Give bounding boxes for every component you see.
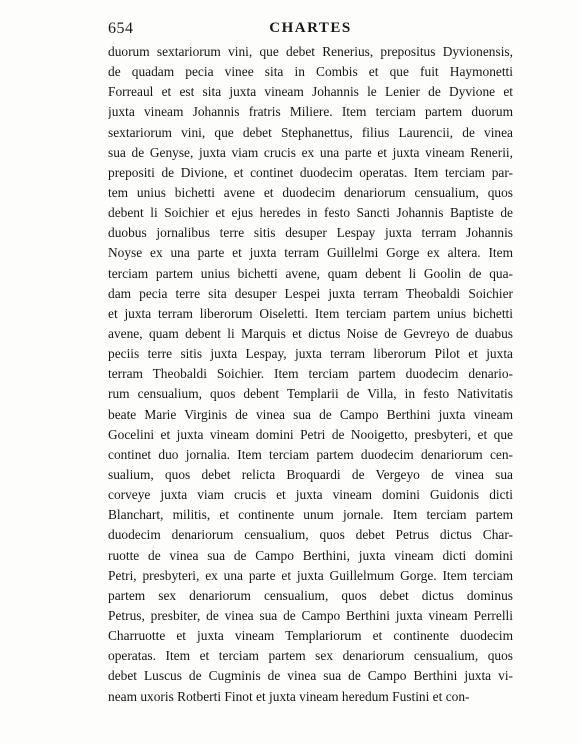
text-line: peciis terre sitis juxta Lespay, juxta terram liberorum Pilot et juxta [108, 346, 513, 362]
text-line: beate Marie Virginis de vinea sua de Campo Berthini juxta vineam [108, 406, 513, 422]
text-line: sua de Genyse, juxta viam crucis ex una parte et juxta vineam Renerii, [108, 144, 513, 160]
text-line: terram Theobaldi Soichier. Item terciam partem duodecim denario- [108, 366, 513, 382]
text-line: juxta vineam Johannis fratris Miliere. Item terciam partem duorum [108, 104, 513, 120]
text-line: partem sex denariorum censualium, quos debet dictus dominus [108, 587, 513, 603]
text-line: Charruotte et juxta vineam Templariorum et continente duodecim [108, 628, 513, 644]
body-text [108, 42, 513, 707]
text-line: duobus jornalibus terre sitis desuper Lespay juxta terram Johannis [108, 225, 513, 241]
running-title: CHARTES [269, 20, 352, 36]
page-header [108, 20, 513, 40]
text-line: dam pecia terre sita desuper Lespei juxta terram Theobaldi Soichier [108, 285, 513, 301]
text-line: et juxta terram liberorum Oiseletti. Item terciam partem unius bichetti [108, 305, 513, 321]
text-line: sextariorum vini, que debet Stephanettus, filius Laurencii, de vinea [108, 124, 513, 140]
text-line: Petrus, presbiter, de vinea sua de Campo Berthini juxta vineam Perrelli [108, 607, 513, 623]
text-line: debet Luscus de Cugminis de vinea sua de Campo Berthini juxta vi- [108, 668, 513, 684]
text-line: continet duo jornalia. Item terciam partem duodecim denariorum cen- [108, 446, 513, 462]
text-line: ruotte de vinea sua de Campo Berthini, juxta vineam dicti domini [108, 547, 513, 563]
text-line: de quadam pecia vinee sita in Combis et que fuit Haymonetti [108, 64, 513, 80]
text-line: Forreaul et est sita juxta vineam Johannis le Lenier de Dyvione et [108, 84, 513, 100]
page-number: 654 [108, 20, 134, 37]
text-line: neam uxoris Rotberti Finot et juxta vineam heredum Fustini et con- [108, 688, 470, 704]
text-line: operatas. Item et terciam partem sex denariorum censualium, quos [108, 648, 513, 664]
text-line: terciam partem unius bichetti avene, quam debent li Goolin de qua- [108, 265, 513, 281]
text-line: Gocelini et juxta vineam domini Petri de Nooigetto, presbyteri, et que [108, 426, 513, 442]
text-line: tem unius bichetti avene et duodecim denariorum censualium, quos [108, 184, 513, 200]
text-line: Petri, presbyteri, ex una parte et juxta Guillelmum Gorge. Item terciam [108, 567, 513, 583]
text-line: prepositi de Divione, et continet duodecim operatas. Item terciam par- [108, 164, 513, 180]
text-line: avene, quam debent li Marquis et dictus Noise de Gevreyo de duabus [108, 325, 513, 341]
text-line: Blanchart, militis, et continente unum jornale. Item terciam partem [108, 507, 513, 523]
text-line: duorum sextariorum vini, que debet Renerius, prepositus Dyvionensis, [108, 44, 513, 59]
text-line: Noyse ex una parte et juxta terram Guillelmi Gorge ex altera. Item [108, 245, 513, 261]
text-line: sualium, quos debet relicta Broquardi de Vergeyo de vinea sua [108, 466, 513, 482]
text-line: duodecim denariorum censualium, quos debet Petrus dictus Char- [108, 527, 513, 543]
text-line: debent li Soichier et ejus heredes in festo Sancti Johannis Baptiste de [108, 205, 513, 221]
text-line: corveye juxta viam crucis et juxta vineam domini Guidonis dicti [108, 487, 513, 503]
text-line: rum censualium, quos debent Templarii de Villa, in festo Nativitatis [108, 386, 513, 402]
